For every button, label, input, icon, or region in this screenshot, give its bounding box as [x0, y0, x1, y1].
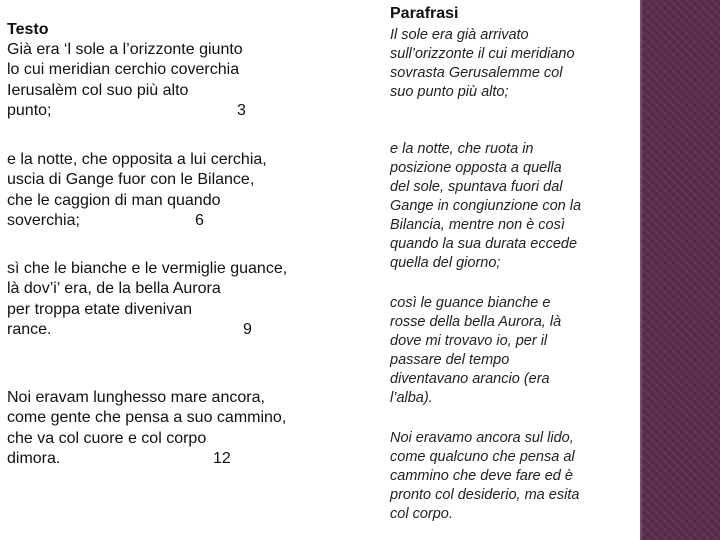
paraphrase-line: come qualcuno che pensa al	[390, 449, 575, 465]
verse-text: soverchia;	[7, 211, 80, 229]
paraphrase-4	[390, 429, 625, 524]
paraphrase-line: col corpo.	[390, 506, 453, 522]
verse-line	[7, 320, 337, 340]
verse-line: per troppa etate divenivan	[7, 300, 193, 318]
verse-line	[7, 211, 337, 231]
verse-number: 12	[213, 449, 231, 467]
paraphrase-line: Gange in congiunzione con la	[390, 198, 582, 214]
paraphrase-line: l’alba).	[390, 390, 433, 406]
verse-line: Ierusalèm col suo più alto	[7, 81, 189, 99]
paraphrase-line: suo punto più alto;	[390, 84, 509, 100]
paraphrase-line: dove mi trovavo io, per il	[390, 333, 548, 349]
verse-text: rance.	[7, 320, 52, 338]
paraphrase-line: quando la sua durata eccede	[390, 236, 578, 252]
paraphrase-line: del sole, spuntava fuori dal	[390, 179, 563, 195]
verse-line: sì che le bianche e le vermiglie guance,	[7, 260, 288, 277]
verse-line: come gente che pensa a suo cammino,	[7, 409, 287, 427]
paraphrase-line: rosse della bella Aurora, là	[390, 314, 562, 330]
side-panel-edge	[640, 0, 642, 540]
verse-number: 6	[195, 211, 204, 229]
paraphrase-1	[390, 26, 625, 102]
verse-line: che le caggion di man quando	[7, 191, 221, 209]
stanza-1	[7, 40, 337, 121]
paraphrase-3	[390, 294, 625, 408]
decorative-side-panel	[640, 0, 720, 540]
verse-line: Noi eravam lunghesso mare ancora,	[7, 389, 265, 406]
verse-line: che va col cuore e col corpo	[7, 429, 207, 447]
verse-line: là dov’i’ era, de la bella Aurora	[7, 280, 221, 298]
verse-line	[7, 449, 337, 469]
stanza-2	[7, 150, 337, 231]
verse-line: lo cui meridian cerchio coverchia	[7, 61, 240, 79]
paraphrase-line: Il sole era già arrivato	[390, 27, 529, 43]
paraphrase-line: quella del giorno;	[390, 255, 501, 271]
verse-line: Già era ‘l sole a l’orizzonte giunto	[7, 41, 243, 58]
paraphrase-line: passare del tempo	[390, 352, 510, 368]
testo-heading: Testo	[7, 21, 49, 38]
paraphrase-line: così le guance bianche e	[390, 295, 551, 311]
parafrasi-heading: Parafrasi	[390, 5, 459, 22]
verse-line: e la notte, che opposita a lui cerchia,	[7, 151, 267, 168]
paraphrase-line: diventavano arancio (era	[390, 371, 550, 387]
stanza-3	[7, 259, 337, 340]
paraphrase-2	[390, 140, 625, 273]
paraphrase-line: sull’orizzonte il cui meridiano	[390, 46, 575, 62]
paraphrase-line: pronto col desiderio, ma esita	[390, 487, 580, 503]
verse-text: dimora.	[7, 449, 61, 467]
verse-text: punto;	[7, 101, 52, 119]
verse-line	[7, 101, 337, 121]
paraphrase-line: cammino che deve fare ed è	[390, 468, 573, 484]
verse-number: 3	[237, 101, 246, 119]
verse-line: uscia di Gange fuor con le Bilance,	[7, 171, 255, 189]
paraphrase-line: sovrasta Gerusalemme col	[390, 65, 563, 81]
paraphrase-line: Noi eravamo ancora sul lido,	[390, 430, 574, 446]
paraphrase-line: Bilancia, mentre non è così	[390, 217, 565, 233]
paraphrase-line: e la notte, che ruota in	[390, 141, 534, 157]
verse-number: 9	[243, 320, 252, 338]
paraphrase-line: posizione opposta a quella	[390, 160, 562, 176]
stanza-4	[7, 388, 337, 469]
